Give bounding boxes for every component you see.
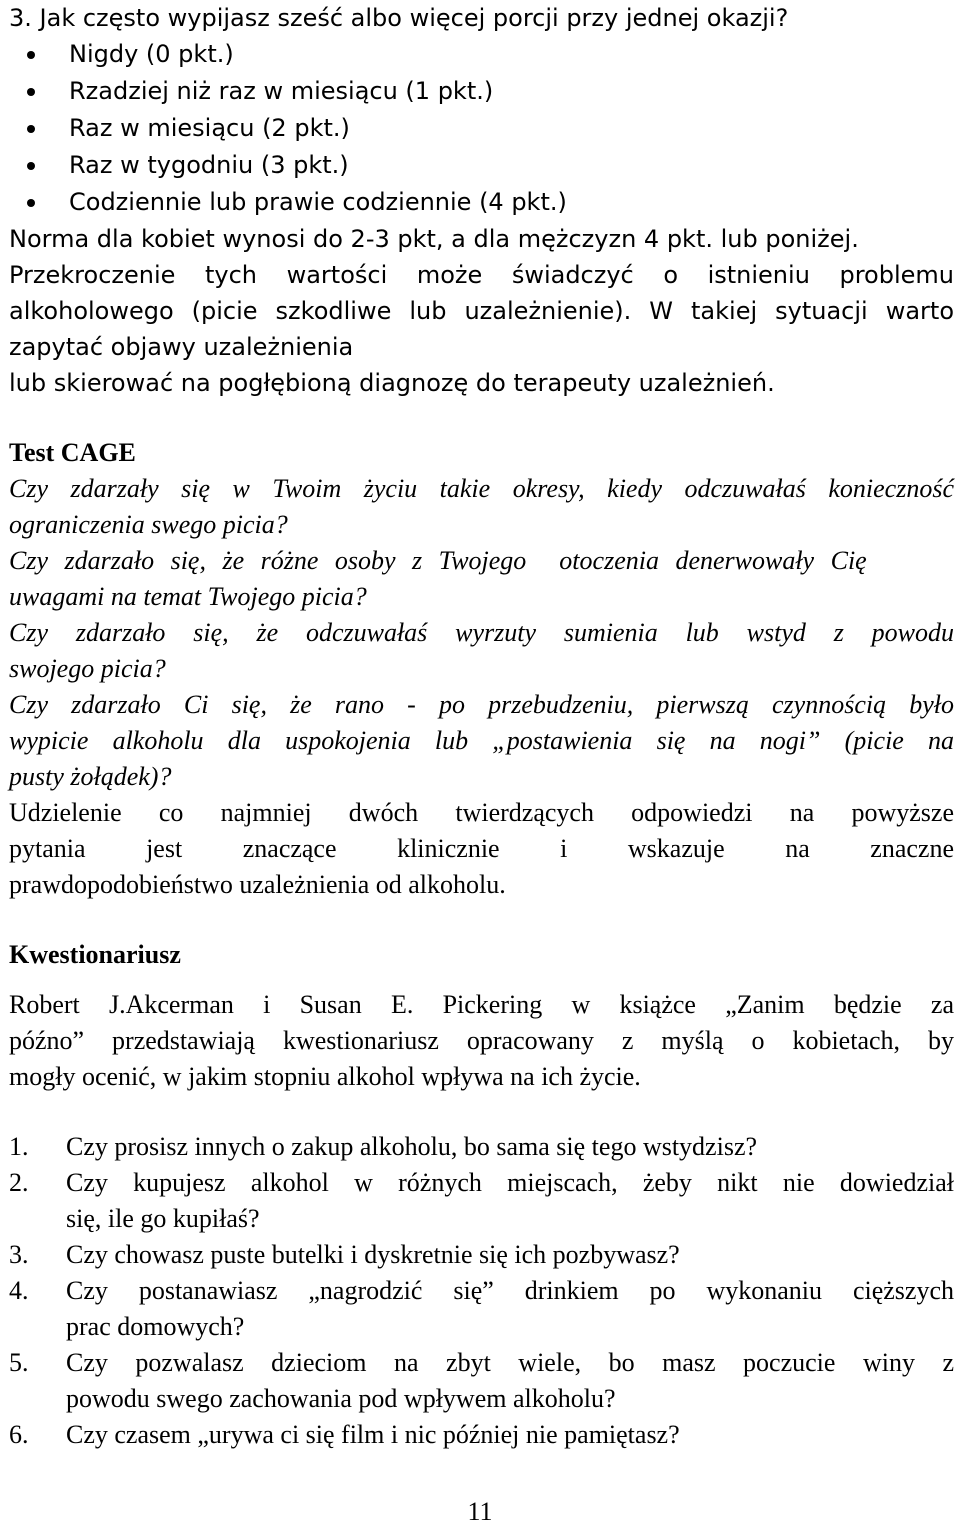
item-text: Czy chowasz puste butelki i dyskretnie się ich pozbywasz? [66,1240,680,1269]
cage-questions [9,471,954,795]
questionnaire-intro-line: późno” przedstawiają kwestionariusz opracowany z myślą o kobietach, by [9,1026,954,1055]
document-page [9,0,954,1453]
answer-option [9,110,954,147]
option-label: Nigdy (0 pkt.) [69,40,234,68]
answer-option [9,73,954,110]
page-number: 11 [467,1497,493,1526]
cage-question-line: Czy zdarzało się, że odczuwałaś wyrzuty sumienia lub wstyd z powodu [9,618,954,647]
bullet-icon [27,51,35,59]
option-label: Rzadziej niż raz w miesiącu (1 pkt.) [69,77,494,105]
answer-option [9,147,954,184]
bullet-icon [27,162,35,170]
item-number: 5. [9,1348,29,1377]
bullet-icon [27,125,35,133]
item-text: Czy kupujesz alkohol w różnych miejscach, żeby nikt nie dowiedział [66,1168,954,1197]
questionnaire-item [9,1165,954,1237]
item-number: 3. [9,1240,29,1269]
questionnaire-item [9,1237,954,1273]
item-text: Czy pozwalasz dzieciom na zbyt wiele, bo masz poczucie winy z [66,1348,954,1377]
questionnaire-intro-line: mogły ocenić, w jakim stopniu alkohol wpływa na ich życie. [9,1062,641,1091]
item-number: 4. [9,1276,29,1305]
item-text: Czy czasem „urywa ci się film i nic później nie pamiętasz? [66,1420,680,1449]
cage-question-line: Czy zdarzały się w Twoim życiu takie okresy, kiedy odczuwałaś konieczność [9,474,954,503]
question-3: 3. Jak często wypijasz sześć albo więcej porcji przy jednej okazji? [9,4,789,32]
spacer [9,1095,954,1129]
questionnaire-heading: Kwestionariusz [9,940,181,969]
option-label: Raz w tygodniu (3 pkt.) [69,151,349,179]
item-text: Czy prosisz innych o zakup alkoholu, bo sama się tego wstydzisz? [66,1132,758,1161]
exceed-line: alkoholowego (picie szkodliwe lub uzależnienie). W takiej sytuacji warto [9,297,954,325]
questionnaire-item [9,1273,954,1345]
cage-conclusion-line: pytania jest znaczące klinicznie i wskazuje na znaczne [9,834,954,863]
cage-question-line: swojego picia? [9,654,166,683]
item-text: prac domowych? [66,1312,245,1341]
item-number: 6. [9,1420,29,1449]
spacer [9,903,954,937]
bullet-icon [27,199,35,207]
cage-question-line: ograniczenia swego picia? [9,510,288,539]
item-text: powodu swego zachowania pod wpływem alkoholu? [66,1384,616,1413]
item-number: 1. [9,1132,29,1161]
questionnaire-intro-line: Robert J.Akcerman i Susan E. Pickering w książce „Zanim będzie za [9,990,954,1019]
bullet-icon [27,88,35,96]
item-text: Czy postanawiasz „nagrodzić się” drinkiem po wykonaniu cięższych [66,1276,954,1305]
exceed-line: zapytać objawy uzależnienia [9,333,354,361]
cage-heading: Test CAGE [9,438,136,467]
item-text: się, ile go kupiłaś? [66,1204,260,1233]
spacer [9,401,954,435]
answer-options [9,36,954,221]
norm-text: Norma dla kobiet wynosi do 2-3 pkt, a dla mężczyzn 4 pkt. lub poniżej. [9,225,859,253]
cage-conclusion-line: prawdopodobieństwo uzależnienia od alkoholu. [9,870,506,899]
cage-question-line: uwagami na temat Twojego picia? [9,582,367,611]
cage-conclusion-line: Udzielenie co najmniej dwóch twierdzących odpowiedzi na powyższe [9,798,954,827]
cage-question-line: wypicie alkoholu dla uspokojenia lub „postawienia się na nogi” (picie na [9,726,954,755]
refer-text: lub skierować na pogłębioną diagnozę do terapeuty uzależnień. [9,369,775,397]
exceed-line: Przekroczenie tych wartości może świadczyć o istnieniu problemu [9,261,954,289]
option-label: Codziennie lub prawie codziennie (4 pkt.) [69,188,567,216]
cage-question-line: pusty żołądek)? [9,762,172,791]
answer-option [9,184,954,221]
option-label: Raz w miesiącu (2 pkt.) [69,114,350,142]
questionnaire-list [9,1129,954,1453]
item-number: 2. [9,1168,29,1197]
questionnaire-item [9,1345,954,1417]
spacer [9,973,954,987]
questionnaire-item [9,1129,954,1165]
cage-question-line: Czy zdarzało Ci się, że rano - po przebudzeniu, pierwszą czynnością było [9,690,954,719]
questionnaire-item [9,1417,954,1453]
cage-question-line: Czy zdarzało się, że różne osoby z Twojego otoczenia denerwowały Cię [9,546,867,575]
answer-option [9,36,954,73]
